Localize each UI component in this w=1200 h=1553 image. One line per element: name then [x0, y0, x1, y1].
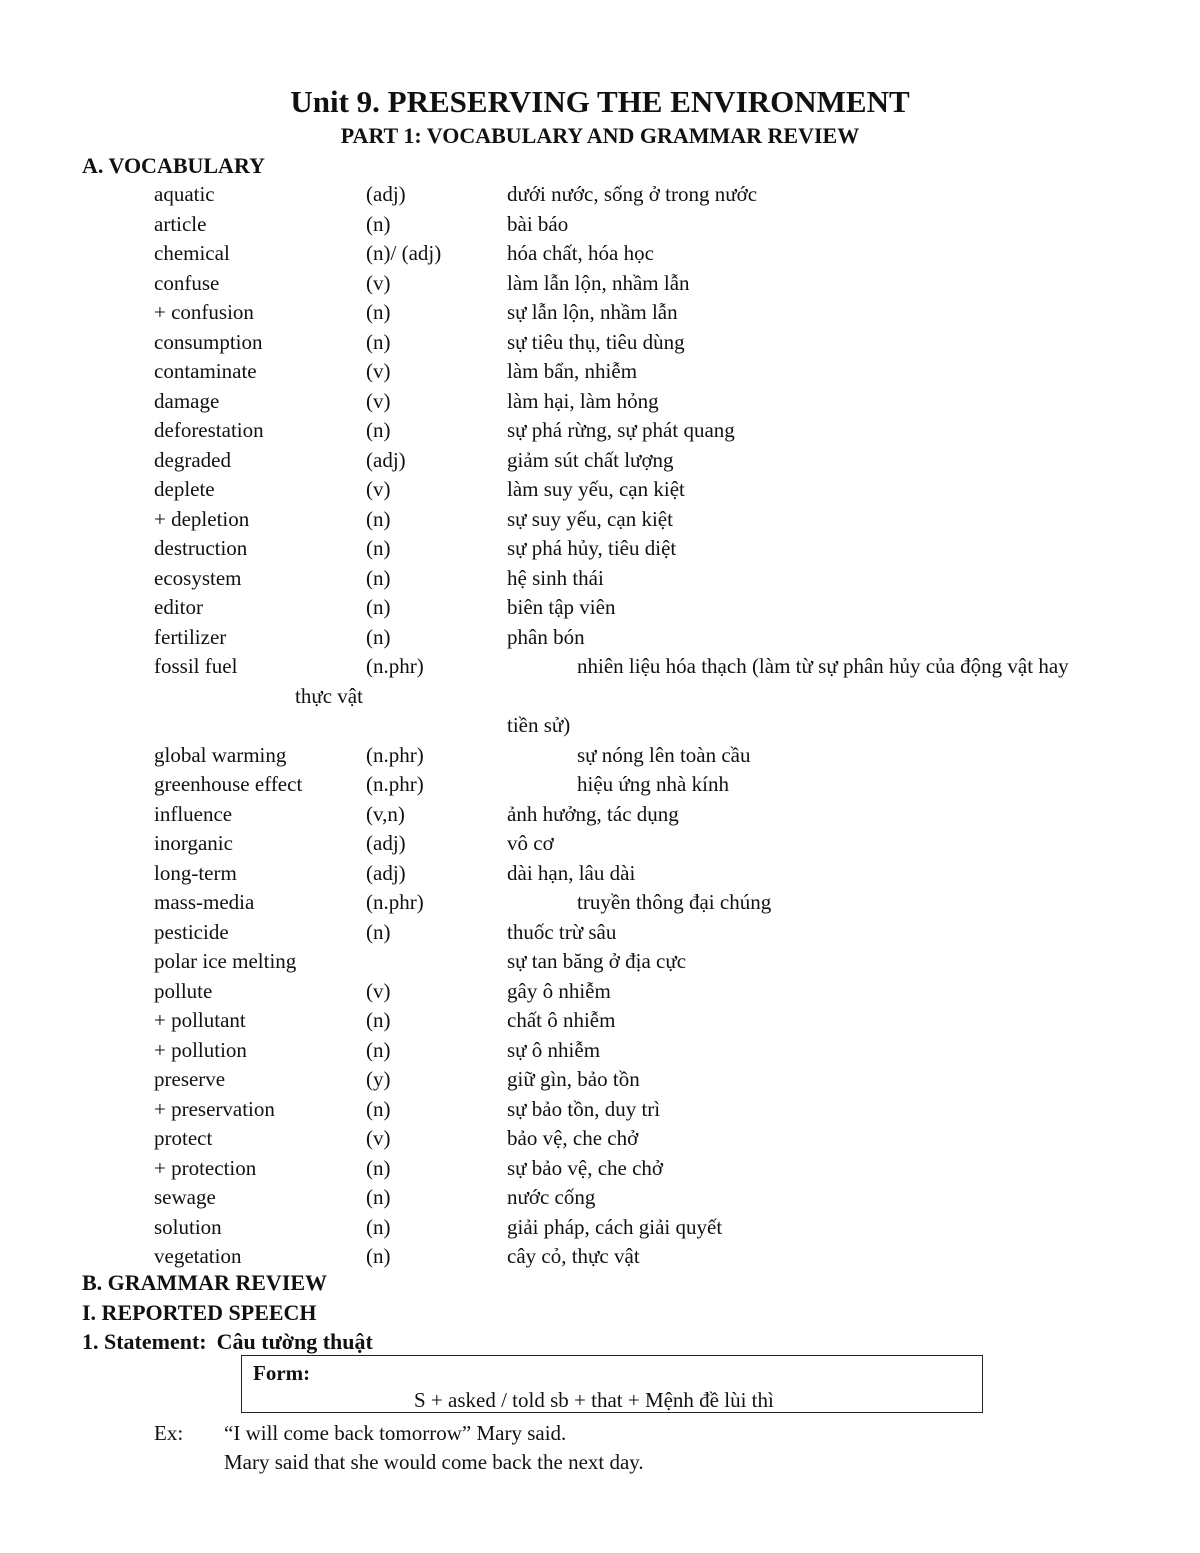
vocab-row: [0, 1006, 1200, 1036]
vocab-word: degraded: [154, 447, 231, 472]
vocab-row: [0, 800, 1200, 830]
vocab-row: [0, 1095, 1200, 1125]
vocab-pos: (adj): [366, 860, 406, 885]
vocab-word: aquatic: [154, 182, 215, 206]
vocab-word: article: [154, 211, 207, 236]
vocab-meaning: làm bẩn, nhiễm: [507, 359, 638, 383]
example-line-1: “I will come back tomorrow” Mary said.: [224, 1421, 567, 1445]
vocab-row: [0, 1124, 1200, 1154]
vocab-pos: (v): [366, 477, 391, 501]
vocab-pos: (v): [366, 270, 391, 295]
section-a-heading: A. VOCABULARY: [82, 153, 265, 178]
vocab-pos: (n): [366, 506, 391, 531]
vocab-meaning: giảm sút chất lượng: [507, 447, 674, 472]
vocab-row: [0, 1242, 1200, 1272]
vocab-word: + confusion: [154, 300, 254, 324]
vocab-row: [0, 741, 1200, 771]
vocab-pos: (v): [366, 978, 391, 1003]
vocab-row: [0, 298, 1200, 328]
vocab-pos: (n): [366, 418, 391, 442]
example-line-2: Mary said that she would come back the next day.: [224, 1450, 644, 1474]
vocab-word: ecosystem: [154, 565, 242, 590]
vocab-row: [0, 505, 1200, 535]
vocab-meaning: bảo vệ, che chở: [507, 1126, 639, 1150]
section-b-heading: B. GRAMMAR REVIEW: [82, 1270, 328, 1295]
vocab-row: [0, 1154, 1200, 1184]
vocab-meaning: sự bảo vệ, che chở: [507, 1155, 664, 1180]
vocab-pos: (v): [366, 359, 391, 383]
vocab-pos: (n.phr): [366, 890, 424, 914]
page-title: Unit 9. PRESERVING THE ENVIRONMENT: [290, 84, 910, 119]
vocab-meaning: sự tiêu thụ, tiêu dùng: [507, 329, 685, 354]
statement-heading-en: 1. Statement:: [82, 1329, 207, 1354]
vocab-row: [0, 1036, 1200, 1066]
vocab-word: global warming: [154, 742, 287, 767]
vocab-word: influence: [154, 801, 233, 826]
vocab-pos: (v): [366, 1126, 391, 1150]
vocab-word: sewage: [154, 1185, 216, 1209]
vocab-meaning: sự nóng lên toàn cầu: [577, 742, 751, 767]
vocab-row: [0, 947, 1200, 977]
vocab-word: destruction: [154, 536, 248, 560]
vocab-meaning: sự suy yếu, cạn kiệt: [507, 506, 673, 531]
vocab-word: mass-media: [154, 890, 255, 914]
vocab-pos: (n): [366, 1185, 391, 1209]
vocab-meaning: sự phá hủy, tiêu diệt: [507, 536, 677, 560]
vocab-word: consumption: [154, 329, 263, 354]
form-text: S + asked / told sb + that + Mệnh đề lùi thì: [414, 1388, 774, 1412]
vocab-pos: (n): [366, 536, 391, 560]
vocab-meaning: sự lẫn lộn, nhầm lẫn: [507, 300, 678, 324]
vocab-row: [0, 859, 1200, 889]
vocab-word: fossil fuel: [154, 654, 238, 678]
vocab-meaning: cây cỏ, thực vật: [507, 1244, 640, 1268]
vocab-word: greenhouse effect: [154, 772, 303, 796]
vocab-word: + preservation: [154, 1096, 275, 1121]
vocab-row: [0, 1213, 1200, 1243]
example-label: Ex:: [154, 1421, 184, 1445]
vocab-row: [0, 328, 1200, 358]
vocab-row: [0, 977, 1200, 1007]
vocab-row: [0, 711, 1200, 741]
vocab-row: [0, 652, 1200, 682]
vocab-row: [0, 475, 1200, 505]
vocab-word: deforestation: [154, 418, 264, 442]
vocab-pos: (n): [366, 1244, 391, 1268]
vocab-meaning: chất ô nhiễm: [507, 1008, 616, 1032]
vocab-row: [0, 180, 1200, 210]
vocab-word: pollute: [154, 978, 213, 1003]
vocab-word: damage: [154, 388, 220, 413]
vocab-pos: (n): [366, 1155, 391, 1180]
vocab-word: polar ice melting: [154, 949, 297, 973]
vocab-meaning: bài báo: [507, 211, 569, 236]
vocab-meaning: nhiên liệu hóa thạch (làm từ sự phân hủy của động vật hay: [577, 654, 1069, 678]
vocab-meaning: thuốc trừ sâu: [507, 919, 617, 944]
vocab-meaning: biên tập viên: [507, 595, 616, 619]
vocab-word: editor: [154, 595, 203, 619]
vocab-row: [0, 1065, 1200, 1095]
vocab-pos: (n): [366, 211, 391, 236]
vocab-word: + pollutant: [154, 1008, 246, 1032]
vocab-pos: (adj): [366, 447, 406, 472]
vocab-meaning: truyền thông đại chúng: [577, 890, 772, 914]
vocab-row: [0, 918, 1200, 948]
vocab-meaning: dưới nước, sống ở trong nước: [507, 182, 758, 206]
vocab-meaning: sự phá rừng, sự phát quang: [507, 418, 735, 442]
vocab-meaning: giải pháp, cách giải quyết: [507, 1214, 723, 1239]
vocab-pos: (n): [366, 565, 391, 590]
vocab-meaning: hiệu ứng nhà kính: [577, 772, 729, 796]
vocab-row: [0, 210, 1200, 240]
statement-heading: [82, 1328, 373, 1356]
vocab-pos: (n): [366, 919, 391, 944]
vocab-meaning: sự bảo tồn, duy trì: [507, 1096, 661, 1121]
vocab-row: [0, 593, 1200, 623]
vocab-word: + pollution: [154, 1037, 247, 1062]
vocab-word: vegetation: [154, 1244, 242, 1268]
vocab-word: pesticide: [154, 919, 229, 944]
form-box: [241, 1355, 983, 1413]
vocabulary-list: [0, 180, 1200, 1272]
vocab-pos: (n.phr): [366, 742, 424, 767]
vocab-row: [0, 1183, 1200, 1213]
vocab-word: + depletion: [154, 506, 250, 531]
form-label: Form:: [253, 1361, 311, 1385]
vocab-pos: (n): [366, 300, 391, 324]
vocab-meaning: làm hại, làm hỏng: [507, 388, 659, 413]
vocab-meaning: làm suy yếu, cạn kiệt: [507, 477, 685, 501]
vocab-row: [0, 564, 1200, 594]
vocab-word: solution: [154, 1214, 222, 1239]
vocab-row: [0, 357, 1200, 387]
vocab-meaning: gây ô nhiễm: [507, 978, 611, 1003]
vocab-word: fertilizer: [154, 624, 227, 649]
vocab-pos: (adj): [366, 182, 406, 206]
vocab-meaning: sự ô nhiễm: [507, 1037, 601, 1062]
vocab-pos: (n): [366, 329, 391, 354]
page-subtitle: PART 1: VOCABULARY AND GRAMMAR REVIEW: [340, 123, 860, 148]
vocab-word: chemical: [154, 241, 230, 265]
reported-speech-heading: I. REPORTED SPEECH: [82, 1300, 317, 1325]
vocab-meaning: phân bón: [507, 624, 585, 649]
vocab-word: inorganic: [154, 831, 233, 855]
vocab-pos: (n): [366, 1037, 391, 1062]
vocab-pos: (v,n): [366, 801, 405, 826]
vocab-word: confuse: [154, 270, 220, 295]
vocab-pos: (n)/ (adj): [366, 241, 442, 265]
vocab-pos: (adj): [366, 831, 406, 855]
vocab-meaning: giữ gìn, bảo tồn: [507, 1067, 640, 1091]
vocab-word: contaminate: [154, 359, 257, 383]
vocab-pos: (n): [366, 595, 391, 619]
vocab-pos: (n.phr): [366, 654, 424, 678]
vocab-row: [0, 269, 1200, 299]
vocab-meaning: vô cơ: [507, 831, 554, 855]
vocab-word: preserve: [154, 1067, 226, 1091]
vocab-pos: (n.phr): [366, 772, 424, 796]
vocab-pos: (v): [366, 388, 391, 413]
vocab-word: + protection: [154, 1155, 257, 1180]
vocab-meaning-continued: thực vật: [295, 683, 363, 708]
vocab-row: [0, 770, 1200, 800]
vocab-pos: (y): [366, 1067, 391, 1091]
vocab-meaning: hệ sinh thái: [507, 565, 604, 590]
vocab-pos: (n): [366, 1214, 391, 1239]
vocab-row: [0, 623, 1200, 653]
vocab-meaning: dài hạn, lâu dài: [507, 860, 636, 885]
vocab-row: [0, 682, 1200, 712]
vocab-row: [0, 239, 1200, 269]
vocab-row: [0, 416, 1200, 446]
vocab-row: [0, 534, 1200, 564]
vocab-row: [0, 446, 1200, 476]
vocab-word: protect: [154, 1126, 213, 1150]
vocab-row: [0, 829, 1200, 859]
vocab-meaning: tiền sử): [507, 713, 571, 737]
vocab-meaning: sự tan băng ở địa cực: [507, 949, 687, 973]
vocab-meaning: hóa chất, hóa học: [507, 241, 654, 265]
vocab-pos: (n): [366, 1096, 391, 1121]
vocab-meaning: nước cống: [507, 1185, 596, 1209]
statement-heading-vn: Câu tường thuật: [216, 1329, 373, 1354]
vocab-meaning: ảnh hưởng, tác dụng: [507, 801, 679, 826]
vocab-pos: (n): [366, 624, 391, 649]
vocab-word: deplete: [154, 477, 215, 501]
vocab-row: [0, 387, 1200, 417]
vocab-pos: (n): [366, 1008, 391, 1032]
vocab-row: [0, 888, 1200, 918]
vocab-word: long-term: [154, 860, 237, 885]
vocab-meaning: làm lẫn lộn, nhầm lẫn: [507, 270, 690, 295]
